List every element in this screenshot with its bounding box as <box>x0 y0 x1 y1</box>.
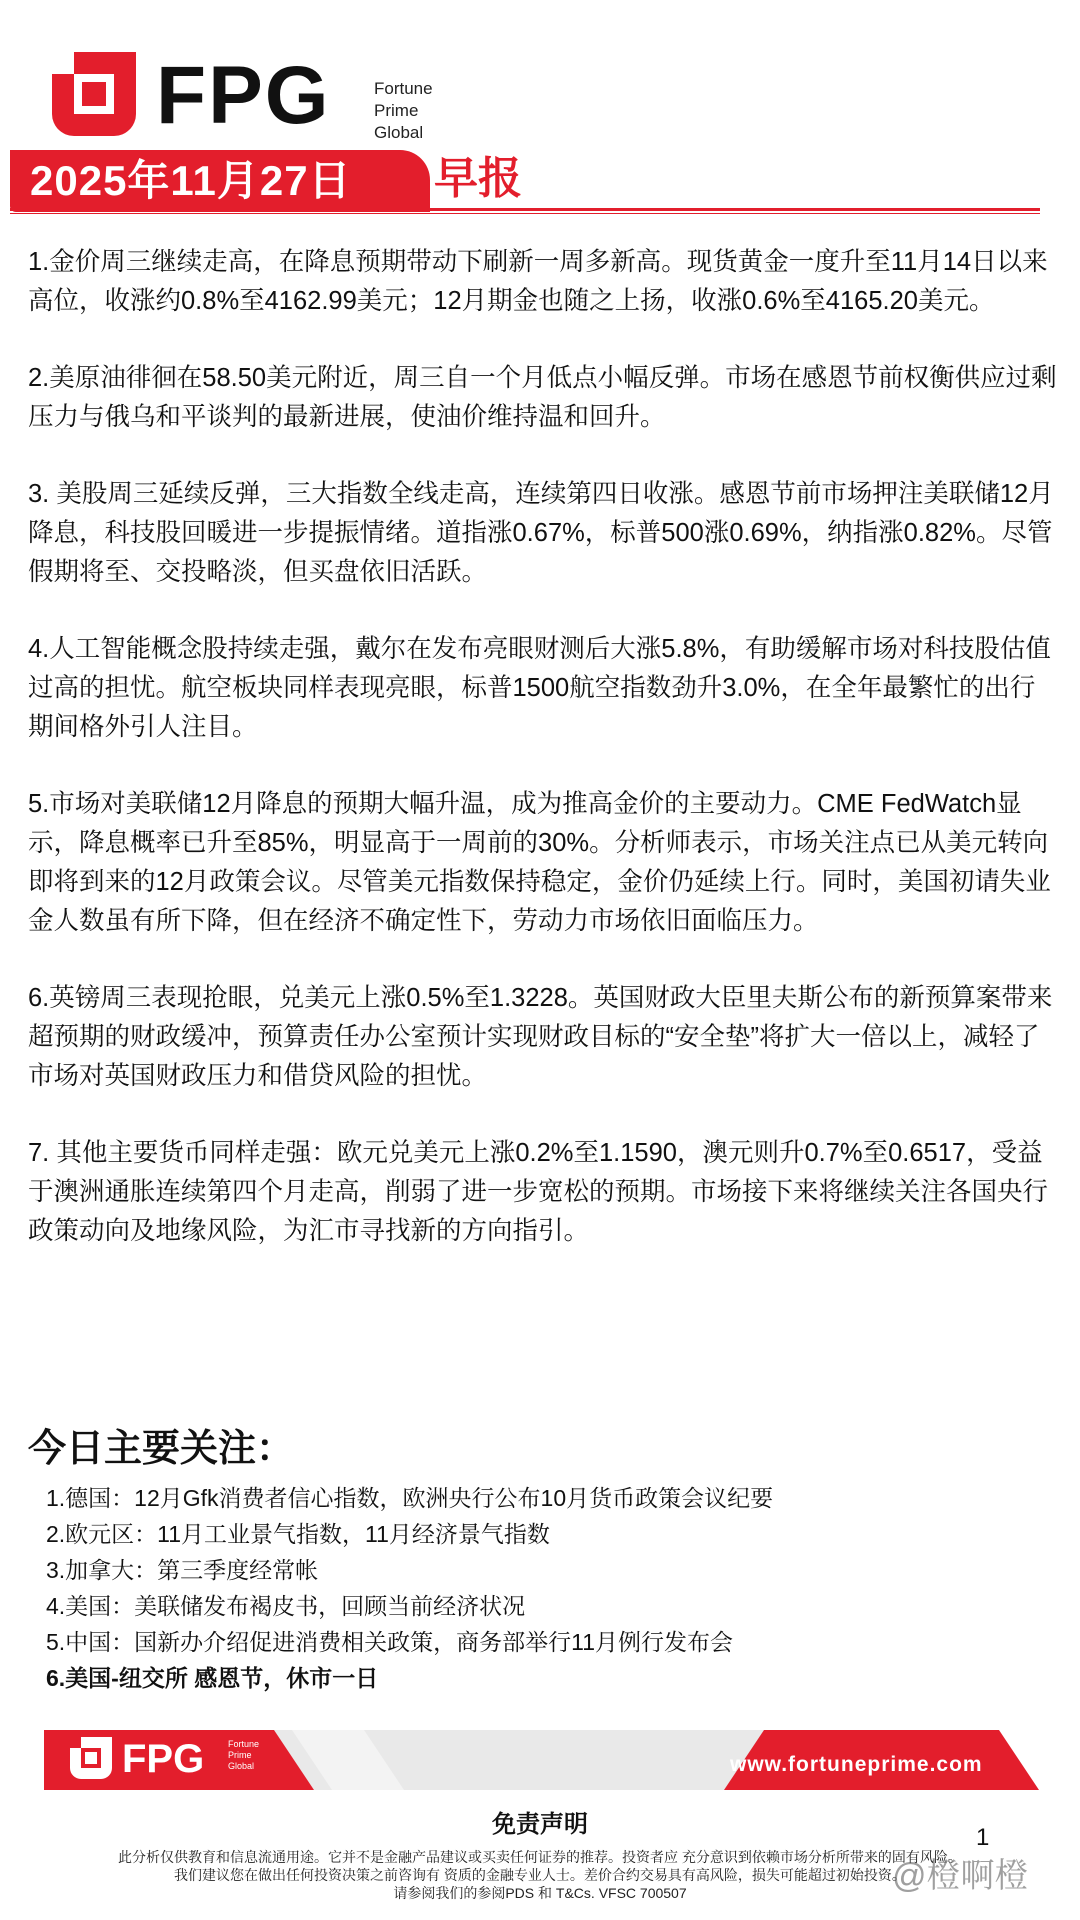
header-divider-thin <box>10 213 1040 214</box>
fpg-logo-mark-icon <box>52 52 136 136</box>
focus-item: 3.加拿大：第三季度经常帐 <box>46 1557 319 1583</box>
footer-logo-sub-line: Prime <box>228 1750 252 1760</box>
report-type: 早报 <box>434 154 522 203</box>
fpg-logo-mark-icon <box>70 1737 112 1779</box>
disclaimer-line: 此分析仅供教育和信息流通用途。它并不是金融产品建议或买卖任何证券的推荐。投资者应 充分意识到依赖市场分析所带来的固有风险。 <box>118 1849 962 1865</box>
watermark: @橙啊橙 <box>892 1857 1029 1895</box>
news-item: 3. 美股周三延续反弹，三大指数全线走高，连续第四日收涨。感恩节前市场押注美联储12月降息，科技股回暖进一步提振情绪。道指涨0.67%，标普500涨0.69%，纳指涨0.82%。尽管假期将至、交投略淡，但买盘依旧活跃。 <box>28 480 1054 586</box>
footer-logo-text: FPG <box>122 1737 205 1781</box>
logo-text: FPG <box>156 50 331 141</box>
focus-item: 1.德国：12月Gfk消费者信心指数，欧洲央行公布10月货币政策会议纪要 <box>46 1485 774 1511</box>
news-item: 1.金价周三继续走高，在降息预期带动下刷新一周多新高。现货黄金一度升至11月14日以来高位，收涨约0.8%至4162.99美元；12月期金也随之上扬，收涨0.6%至4165.20美元。 <box>28 248 1048 315</box>
news-item: 5.市场对美联储12月降息的预期大幅升温，成为推高金价的主要动力。CME FedWatch显示，降息概率已升至85%，明显高于一周前的30%。分析师表示，市场关注点已从美元转向即将到来的12月政策会议。尽管美元指数保持稳定，金价仍延续上行。同时，美国初请失业金人数虽有所下降，但在经济不确定性下，劳动力市场依旧面临压力。 <box>28 790 1051 935</box>
footer-logo-sub-line: Global <box>228 1761 255 1771</box>
focus-item: 6.美国-纽交所 感恩节，休市一日 <box>46 1665 379 1691</box>
focus-item: 4.美国：美联储发布褐皮书，回顾当前经济状况 <box>46 1593 526 1619</box>
disclaimer-line: 我们建议您在做出任何投资决策之前咨询有 资质的金融专业人士。差价合约交易具有高风险，损失可能超过初始投资。 <box>174 1867 906 1883</box>
focus-item: 5.中国：国新办介绍促进消费相关政策，商务部举行11月例行发布会 <box>46 1629 734 1655</box>
disclaimer-body <box>40 1848 1040 1902</box>
disclaimer-title: 免责声明 <box>492 1811 588 1838</box>
news-item: 6.英镑周三表现抢眼，兑美元上涨0.5%至1.3228。英国财政大臣里夫斯公布的新预算案带来超预期的财政缓冲，预算责任办公室预计实现财政目标的“安全垫”将扩大一倍以上，减轻了市场对英国财政压力和借贷风险的担忧。 <box>28 984 1053 1090</box>
news-item: 7. 其他主要货币同样走强：欧元兑美元上涨0.2%至1.1590，澳元则升0.7%至0.6517，受益于澳洲通胀连续第四个月走高，削弱了进一步宽松的预期。市场接下来将继续关注各国央行政策动向及地缘风险，为汇市寻找新的方向指引。 <box>28 1139 1049 1245</box>
logo-sub-line: Global <box>374 123 424 142</box>
logo-sub-line: Prime <box>374 101 419 120</box>
focus-title: 今日主要关注： <box>28 1428 295 1470</box>
page-number: 1 <box>976 1824 990 1851</box>
news-list <box>28 243 1058 1289</box>
footer-logo-subtitle <box>228 1739 259 1772</box>
logo-subtitle <box>374 78 433 144</box>
disclaimer-line: 请参阅我们的参阅PDS 和 T&Cs. VFSC 700507 <box>393 1885 687 1901</box>
news-item: 4.人工智能概念股持续走强，戴尔在发布亮眼财测后大涨5.8%，有助缓解市场对科技股估值过高的担忧。航空板块同样表现亮眼，标普1500航空指数劲升3.0%，在全年最繁忙的出行期间格外引人注目。 <box>28 635 1051 741</box>
fpg-logo <box>52 50 342 141</box>
header-divider <box>10 208 1040 211</box>
report-date: 2025年11月27日 <box>30 157 352 204</box>
footer-logo-sub-line: Fortune <box>228 1739 260 1749</box>
website-link[interactable]: www.fortuneprime.com <box>730 1753 983 1776</box>
focus-list <box>46 1480 773 1696</box>
focus-item: 2.欧元区：11月工业景气指数，11月经济景气指数 <box>46 1521 550 1547</box>
news-item: 2.美原油徘徊在58.50美元附近，周三自一个月低点小幅反弹。市场在感恩节前权衡供应过剩压力与俄乌和平谈判的最新进展，使油价维持温和回升。 <box>28 364 1057 431</box>
logo-sub-line: Fortune <box>374 79 433 98</box>
